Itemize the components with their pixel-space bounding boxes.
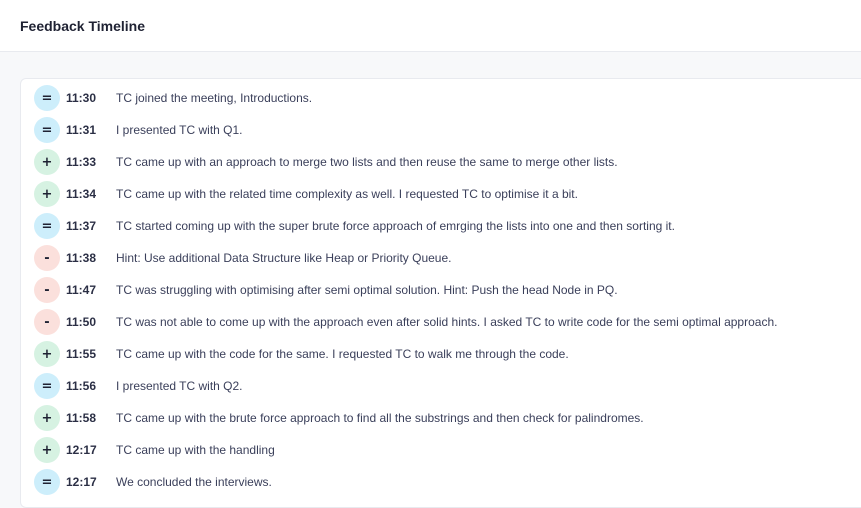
entry-text: TC came up with the code for the same. I requested TC to walk me through the code. [116,347,569,361]
timeline-entry [21,212,861,240]
entry-text: I presented TC with Q2. [116,379,243,393]
entry-time: 12:17 [66,475,97,489]
neutral-feedback-icon: = [34,117,60,143]
neutral-feedback-icon: = [34,469,60,495]
entry-text: Hint: Use additional Data Structure like Heap or Priority Queue. [116,251,452,265]
entry-text: TC came up with an approach to merge two lists and then reuse the same to merge other lists. [116,155,618,169]
entry-text: TC was not able to come up with the approach even after solid hints. I asked TC to write code for the semi optimal approach. [116,315,778,329]
positive-feedback-icon: + [34,181,60,207]
timeline-entry [21,308,861,336]
timeline-entry [21,340,861,368]
entry-time: 11:38 [66,251,97,265]
timeline-entry [21,404,861,432]
positive-feedback-icon: + [34,405,60,431]
timeline-card [20,78,861,508]
neutral-feedback-icon: = [34,85,60,111]
entry-text: We concluded the interviews. [116,475,272,489]
negative-feedback-icon: - [34,245,60,271]
entry-text: TC came up with the related time complexity as well. I requested TC to optimise it a bit. [116,187,578,201]
entry-time: 11:33 [66,155,97,169]
entry-text: TC came up with the handling [116,443,275,457]
entry-text: TC came up with the brute force approach to find all the substrings and then check for palindromes. [116,411,644,425]
entry-time: 11:50 [66,315,97,329]
timeline-entry [21,180,861,208]
entry-time: 11:37 [66,219,97,233]
entry-time: 11:56 [66,379,97,393]
entry-time: 11:58 [66,411,97,425]
timeline-entry [21,436,861,464]
positive-feedback-icon: + [34,149,60,175]
entry-time: 11:34 [66,187,97,201]
page-title: Feedback Timeline [20,17,146,34]
timeline-entry [21,244,861,272]
entry-text: TC was struggling with optimising after semi optimal solution. Hint: Push the head Node in PQ. [116,283,618,297]
entry-time: 11:31 [66,123,97,137]
timeline-entry [21,276,861,304]
timeline-entry [21,84,861,112]
entry-time: 12:17 [66,443,97,457]
positive-feedback-icon: + [34,341,60,367]
negative-feedback-icon: - [34,309,60,335]
entry-time: 11:47 [66,283,97,297]
positive-feedback-icon: + [34,437,60,463]
negative-feedback-icon: - [34,277,60,303]
entry-time: 11:30 [66,91,97,105]
entry-text: I presented TC with Q1. [116,123,243,137]
entry-time: 11:55 [66,347,97,361]
neutral-feedback-icon: = [34,213,60,239]
neutral-feedback-icon: = [34,373,60,399]
timeline-entry [21,148,861,176]
timeline-entry [21,468,861,496]
page-header [0,0,861,52]
entry-text: TC joined the meeting, Introductions. [116,91,313,105]
timeline-entry [21,372,861,400]
entry-text: TC started coming up with the super brute force approach of emrging the lists into one and then sorting it. [116,219,675,233]
timeline-entry [21,116,861,144]
